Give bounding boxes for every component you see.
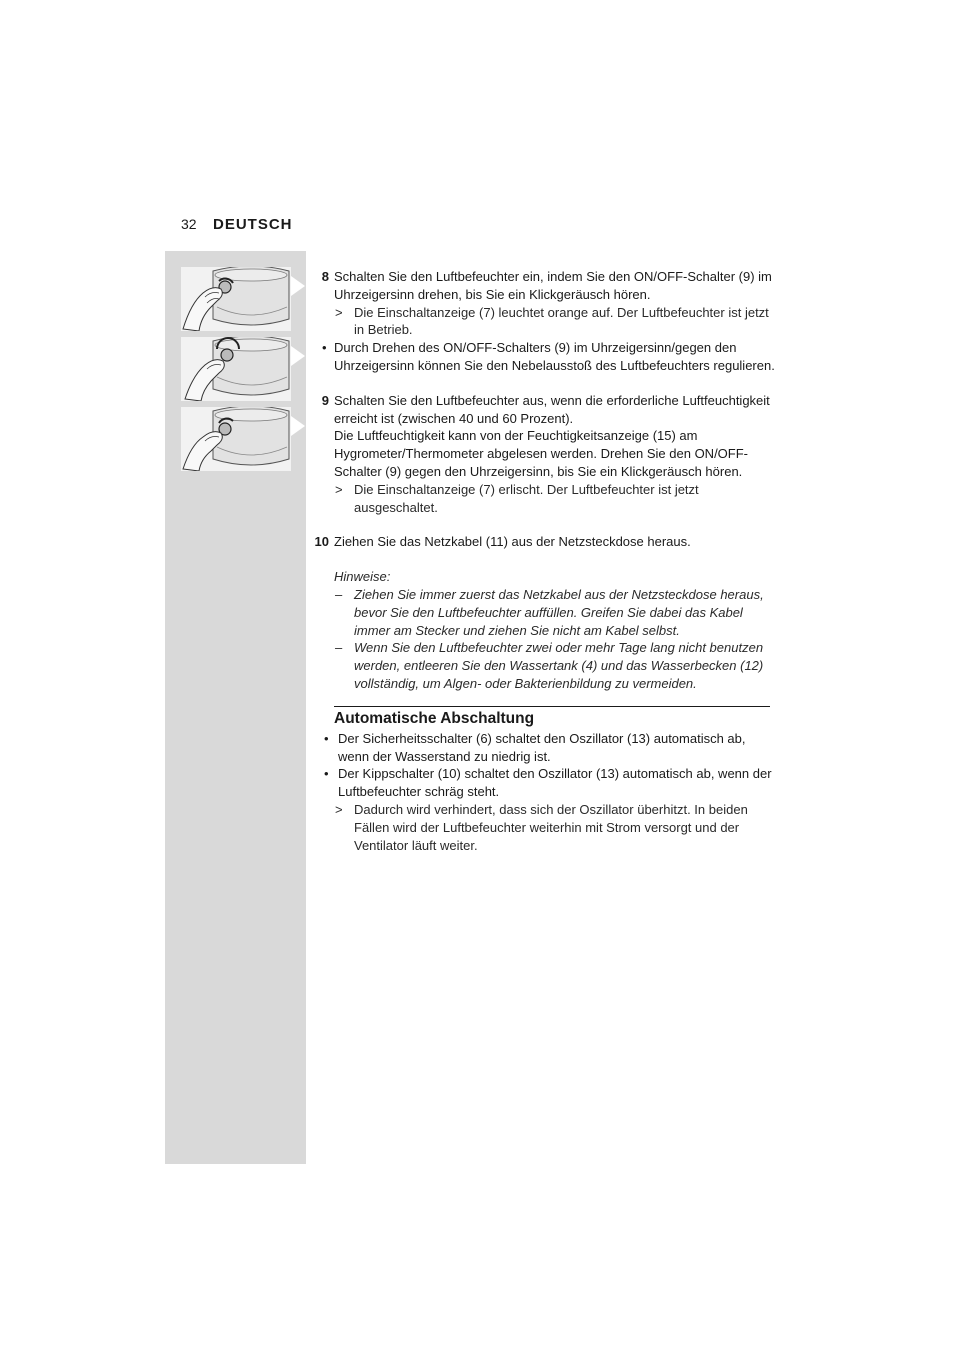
section-result <box>310 801 780 854</box>
step-8-result <box>310 304 780 340</box>
section-bullet <box>310 730 780 766</box>
note-text: Wenn Sie den Luftbefeuchter zwei oder mehr Tage lang nicht benutzen werden, entleeren Sie den Wassertank (4) und das Wasserbecken (12) vollständig, um Algen- oder Bakterienbildung zu vermeiden. <box>354 640 764 691</box>
step-10 <box>310 533 780 551</box>
bullet-text: Durch Drehen des ON/OFF-Schalters (9) im Uhrzeigersinn/gegen den Uhrzeigersinn können Sie den Nebelausstoß des Luftbefeuchters regulieren. <box>334 340 775 373</box>
bullet-text: Der Kippschalter (10) schaltet den Oszillator (13) automatisch ab, wenn der Luftbefeuchter schräg steht. <box>338 766 772 800</box>
result-text: Die Einschaltanzeige (7) leuchtet orange auf. Der Luftbefeuchter ist jetzt in Betrieb. <box>354 304 769 338</box>
step-number: 10 <box>314 534 329 550</box>
step-text: Ziehen Sie das Netzkabel (11) aus der Netzsteckdose heraus. <box>334 534 691 550</box>
result-marker: > <box>335 801 343 817</box>
bullet-text: Der Sicherheitsschalter (6) schaltet den Oszillator (13) automatisch ab, wenn der Wasserstand zu niedrig ist. <box>338 730 746 764</box>
illustration-pointer <box>291 346 305 366</box>
note-item <box>310 586 780 639</box>
section-bullet <box>310 765 780 801</box>
notes-title: Hinweise: <box>334 569 391 585</box>
step-8 <box>310 268 780 304</box>
step-number: 9 <box>321 392 329 408</box>
illustration-pointer <box>291 276 305 296</box>
section-divider <box>334 706 770 707</box>
step-text: Schalten Sie den Luftbefeuchter ein, indem Sie den ON/OFF-Schalter (9) im Uhrzeigersinn drehen, bis Sie ein Klickgeräusch hören. <box>334 269 772 302</box>
page-number: 32 <box>181 216 197 232</box>
step-number: 8 <box>321 269 329 284</box>
step-8-bullet <box>310 339 780 375</box>
section-title: Automatische Abschaltung <box>334 709 535 727</box>
note-item <box>310 639 780 692</box>
page-language-heading: DEUTSCH <box>213 216 293 233</box>
result-marker: > <box>335 304 343 320</box>
note-text: Ziehen Sie immer zuerst das Netzkabel aus der Netzsteckdose heraus, bevor Sie den Luftbefeuchter auffüllen. Greifen Sie dabei das Kabel immer am Stecker und ziehen Sie nicht am Kabel selbst. <box>354 586 764 638</box>
bullet-marker: • <box>322 340 327 356</box>
step-9-result <box>310 481 780 517</box>
turn-switch-off-illustration <box>181 407 291 471</box>
step-9 <box>310 392 780 428</box>
instructions-content <box>310 268 780 854</box>
step-9-detail <box>310 427 780 480</box>
illustration-pointer <box>291 416 305 436</box>
bullet-marker: • <box>324 730 329 746</box>
note-marker: – <box>335 640 343 656</box>
step-text: Schalten Sie den Luftbefeuchter aus, wenn die erforderliche Luftfeuchtigkeit erreicht ist (zwischen 40 und 60 Prozent). <box>334 392 770 426</box>
detail-text: Die Luftfeuchtigkeit kann von der Feuchtigkeitsanzeige (15) am Hygrometer/Thermometer abgelesen werden. Drehen Sie den ON/OFF-Schalter (9) gegen den Uhrzeigersinn, bis Sie ein Klickgeräusch hören. <box>334 428 749 479</box>
adjust-mist-illustration <box>181 337 291 401</box>
result-text: Dadurch wird verhindert, dass sich der Oszillator überhitzt. In beiden Fällen wird der Luftbefeuchter weiterhin mit Strom versorgt und der Ventilator läuft weiter. <box>354 801 748 853</box>
turn-switch-on-illustration <box>181 267 291 331</box>
bullet-marker: • <box>324 766 329 782</box>
note-marker: – <box>335 586 343 602</box>
result-marker: > <box>335 481 343 497</box>
result-text: Die Einschaltanzeige (7) erlischt. Der Luftbefeuchter ist jetzt ausgeschaltet. <box>354 481 699 515</box>
